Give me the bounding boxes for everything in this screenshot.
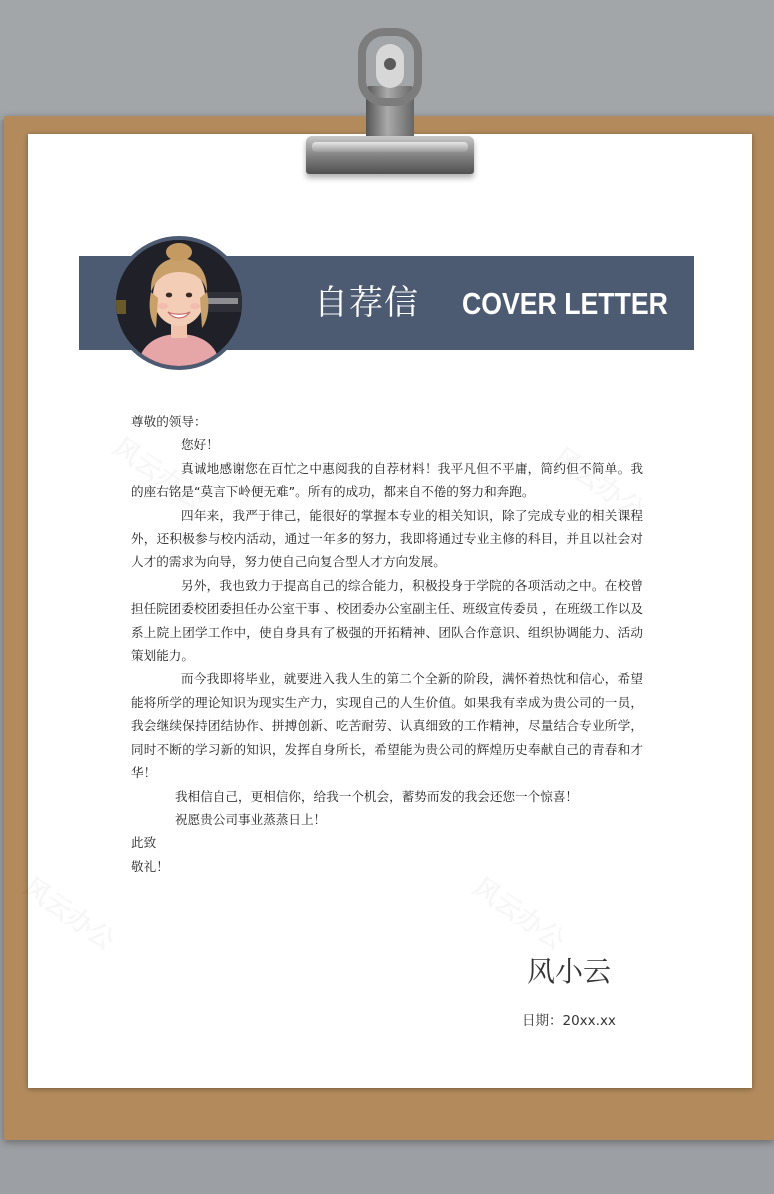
closing-line: 我相信自己，更相信你，给我一个机会，蓄势而发的我会还您一个惊喜！ bbox=[175, 788, 578, 804]
letter-paragraph: 另外，我也致力于提高自己的综合能力，积极投身于学院的各项活动之中。在校曾担任院团委校团委担任办公室干事 、校团委办公室副主任、班级宣传委员 ，在班级工作以及系上院上团学工作中，使自身具有了极强的开拓精神、团队合作意识、组织协调能力、活动策划能力。 bbox=[131, 577, 643, 664]
clip-eye bbox=[376, 44, 404, 88]
letter-paragraph: 四年来，我严于律己，能很好的掌握本专业的相关知识，除了完成专业的相关课程外，还积极参与校内活动，通过一年多的努力，我即将通过专业主修的科目，并且以社会对人才的需求为向导，努力使自己向复合型人才方向发展。 bbox=[131, 507, 643, 570]
sign-off: 此致 bbox=[131, 835, 157, 851]
watermark bbox=[17, 868, 123, 958]
watermark bbox=[467, 868, 573, 958]
salutation: 尊敬的领导： bbox=[131, 414, 207, 429]
avatar-photo-icon bbox=[116, 240, 242, 366]
letter-paragraph: 真诚地感谢您在百忙之中惠阅我的自荐材料！我平凡但不平庸，简约但不简单。我的座右铭是“莫言下岭便无难”。所有的成功，都来自不倦的努力和奔跑。 bbox=[131, 460, 643, 500]
greeting: 您好！ bbox=[181, 437, 219, 453]
date-line bbox=[522, 1010, 616, 1032]
avatar bbox=[112, 236, 246, 370]
signature-name: 风小云 bbox=[527, 955, 612, 988]
closing-line: 祝愿贵公司事业蒸蒸日上！ bbox=[175, 811, 327, 827]
letter-paragraph: 而今我即将毕业，就要进入我人生的第二个全新的阶段，满怀着热忱和信心，希望能将所学的理论知识为现实生产力，实现自己的人生价值。如果我有幸成为贵公司的一员，我会继续保持团结协作、拼搏创新、吃苦耐劳、认真细致的工作精神，尽量结合专业所学，同时不断的学习新的知识，发挥自身所长，希望能为贵公司的辉煌历史奉献自己的青春和才华！ bbox=[131, 671, 643, 781]
date-value: 20xx.xx bbox=[562, 1013, 616, 1029]
page-title: 自荐信 bbox=[314, 283, 419, 323]
sign-off: 敬礼！ bbox=[131, 858, 169, 874]
clip-base bbox=[306, 136, 474, 174]
date-label: 日期： bbox=[522, 1013, 563, 1029]
letter-body bbox=[131, 410, 643, 878]
page-title-english: COVER LETTER bbox=[462, 286, 668, 321]
